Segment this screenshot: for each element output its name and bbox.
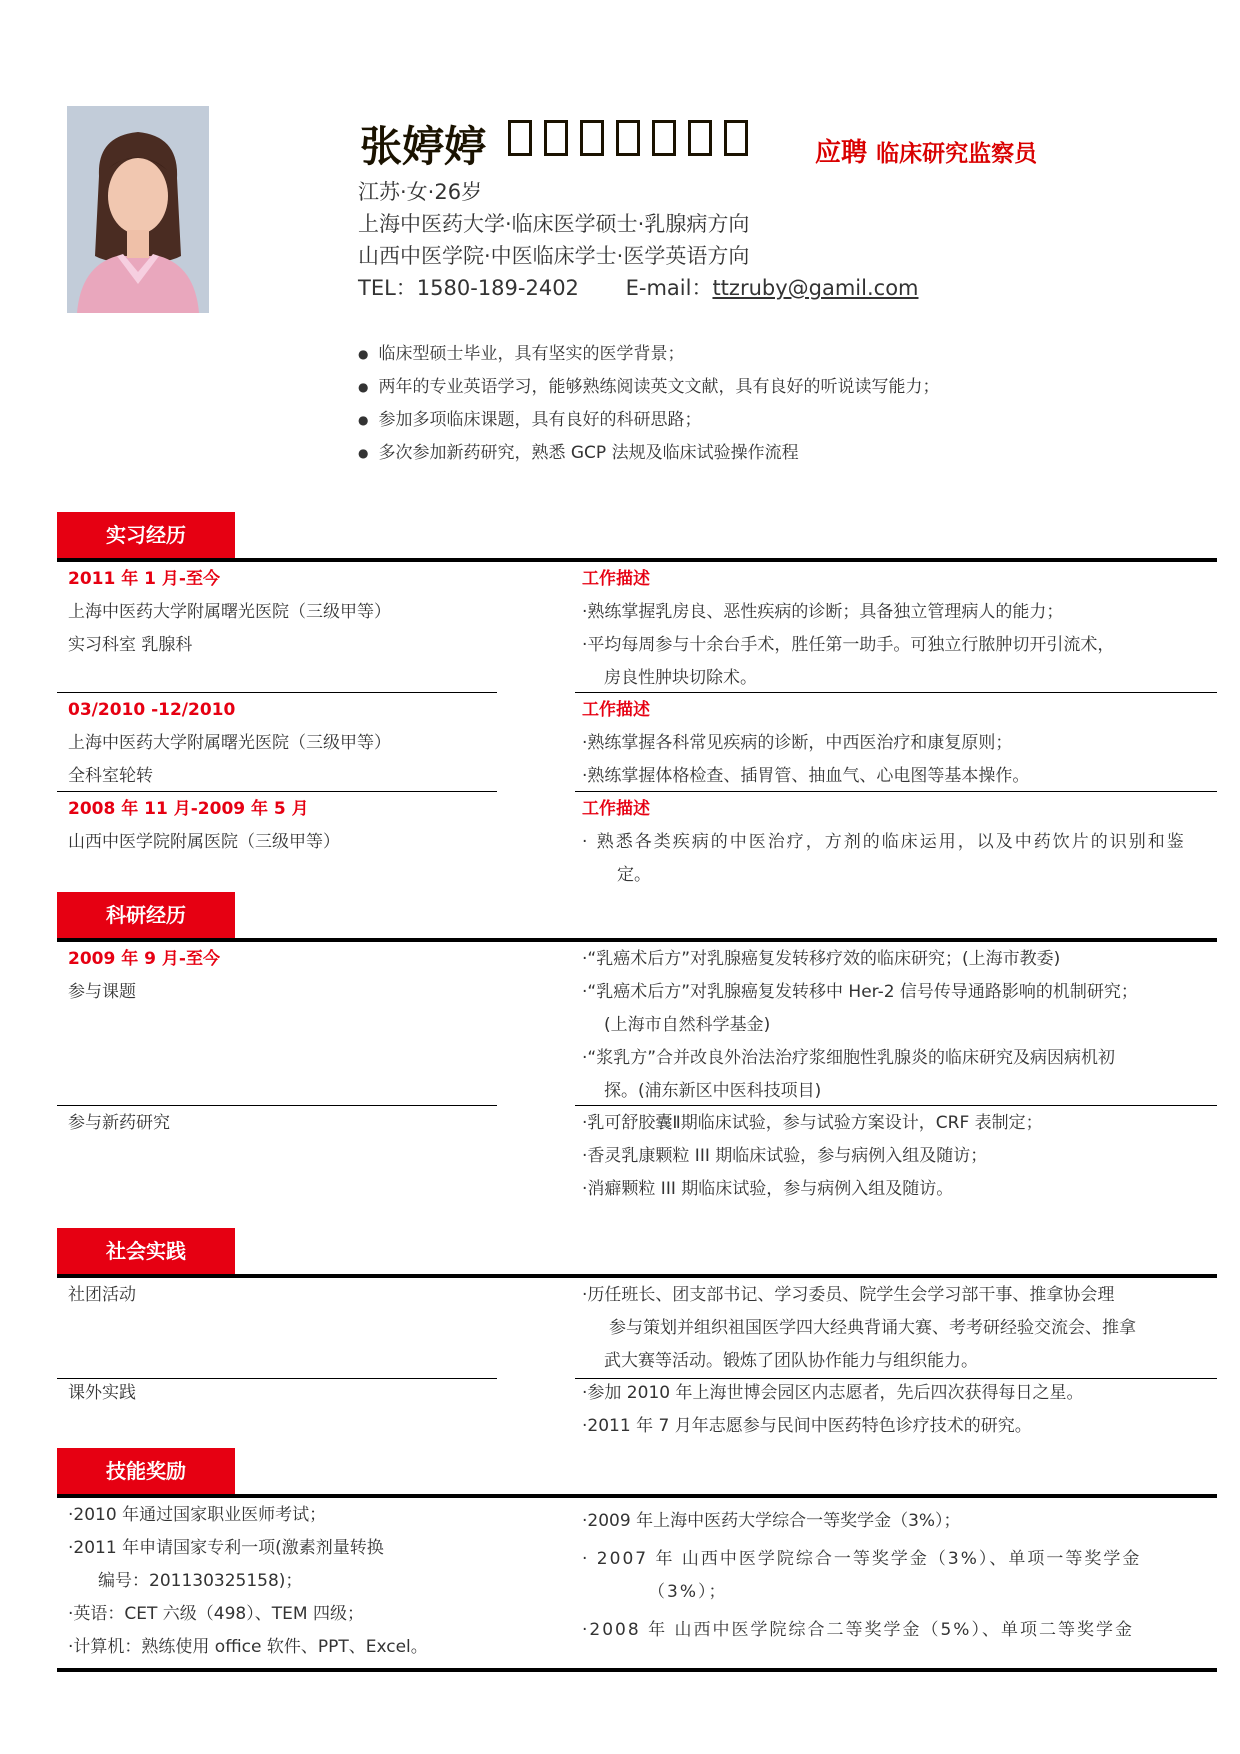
placeholder-glyphs <box>508 120 748 156</box>
work-desc-line: 房良性肿块切除术。 <box>604 668 757 688</box>
work-desc-line: ·熟练掌握各科常见疾病的诊断，中西医治疗和康复原则； <box>582 733 1013 753</box>
research-topic-line: ·“浆乳方”合并改良外治法治疗浆细胞性乳腺炎的临床研究及病因病机初 <box>582 1048 1116 1068</box>
email-link[interactable]: ttzruby@gamil.com <box>712 276 919 300</box>
research-topic-line: ·“乳癌术后方”对乳腺癌复发转移疗效的临床研究；(上海市教委) <box>582 949 1061 969</box>
section-social-title: 社会实践 <box>57 1228 235 1274</box>
contact-line <box>358 272 919 302</box>
work-desc-line: · 熟悉各类疾病的中医治疗，方剂的临床运用，以及中药饮片的识别和鉴 <box>582 832 1186 852</box>
row-divider <box>575 692 1217 693</box>
phone: TEL：1580-189-2402 <box>358 276 579 300</box>
social-extra-line: ·2011 年 7 月年志愿参与民间中医药特色诊疗技术的研究。 <box>582 1416 1032 1436</box>
section-divider <box>57 938 1217 942</box>
work-desc-title: 工作描述 <box>582 799 650 819</box>
social-extra-line: ·参加 2010 年上海世博会园区内志愿者，先后四次获得每日之星。 <box>582 1383 1084 1403</box>
skill-line: 编号：201130325158)； <box>98 1571 303 1591</box>
section-skills-title: 技能奖励 <box>57 1448 235 1494</box>
education-bachelor: 山西中医学院·中医临床学士·医学英语方向 <box>358 244 750 268</box>
position-title: 临床研究监察员 <box>876 141 1038 167</box>
research-topic-line: (上海市自然科学基金) <box>604 1015 771 1035</box>
internship-org: 山西中医学院附属医院（三级甲等） <box>68 832 340 852</box>
research-drug-line: ·香灵乳康颗粒 III 期临床试验，参与病例入组及随访； <box>582 1146 988 1166</box>
summary-item: ● 多次参加新药研究，熟悉 GCP 法规及临床试验操作流程 <box>358 437 939 470</box>
section-research-title: 科研经历 <box>57 892 235 938</box>
skill-line: ·2010 年通过国家职业医师考试； <box>68 1505 327 1525</box>
row-divider <box>57 791 497 792</box>
social-club-line: ·历任班长、团支部书记、学习委员、院学生会学习部干事、推拿协会理 <box>582 1285 1115 1305</box>
work-desc-line: ·平均每周参与十余台手术，胜任第一助手。可独立行脓肿切开引流术， <box>582 635 1115 655</box>
award-line: ·2008 年 山西中医学院综合二等奖学金（5%）、单项二等奖学金 <box>582 1620 1134 1640</box>
skill-line: ·英语：CET 六级（498）、TEM 四级； <box>68 1604 364 1624</box>
internship-dept: 实习科室 乳腺科 <box>68 635 193 655</box>
summary-item: ● 两年的专业英语学习，能够熟练阅读英文文献，具有良好的听说读写能力； <box>358 371 939 404</box>
internship-date: 2011 年 1 月-至今 <box>68 569 220 589</box>
summary-item: ● 参加多项临床课题，具有良好的科研思路； <box>358 404 939 437</box>
research-date: 2009 年 9 月-至今 <box>68 949 220 969</box>
row-divider <box>57 692 497 693</box>
row-divider <box>57 1105 497 1106</box>
skill-line: ·计算机：熟练使用 office 软件、PPT、Excel。 <box>68 1637 428 1657</box>
row-divider <box>575 1105 1217 1106</box>
work-desc-title: 工作描述 <box>582 700 650 720</box>
internship-org: 上海中医药大学附属曙光医院（三级甲等） <box>68 602 391 622</box>
summary-list <box>358 338 939 470</box>
award-line: · 2007 年 山西中医学院综合一等奖学金（3%）、单项一等奖学金 <box>582 1549 1142 1569</box>
work-desc-line: ·熟练掌握体格检查、插胃管、抽血气、心电图等基本操作。 <box>582 766 1030 786</box>
email-label: E-mail： <box>625 276 713 300</box>
social-club-label: 社团活动 <box>68 1285 136 1305</box>
candidate-name: 张婷婷 <box>360 122 487 171</box>
bottom-divider <box>57 1668 1217 1672</box>
work-desc-line: ·熟练掌握乳房良、恶性疾病的诊断；具备独立管理病人的能力； <box>582 602 1064 622</box>
research-topic-line: 探。(浦东新区中医科技项目) <box>604 1081 822 1101</box>
work-desc-line: 定。 <box>617 865 651 885</box>
research-drug-line: ·消癖颗粒 III 期临床试验，参与病例入组及随访。 <box>582 1179 954 1199</box>
internship-date: 2008 年 11 月-2009 年 5 月 <box>68 799 309 819</box>
row-divider <box>575 1378 1217 1379</box>
social-extra-label: 课外实践 <box>68 1383 136 1403</box>
section-divider <box>57 558 1217 562</box>
award-line: （3%）； <box>648 1582 728 1602</box>
profile-photo <box>67 106 209 313</box>
internship-dept: 全科室轮转 <box>68 766 153 786</box>
social-club-line: 武大赛等活动。锻炼了团队协作能力与组织能力。 <box>604 1351 978 1371</box>
summary-item: ● 临床型硕士毕业，具有坚实的医学背景； <box>358 338 939 371</box>
section-internship-title: 实习经历 <box>57 512 235 558</box>
work-desc-title: 工作描述 <box>582 569 650 589</box>
research-drug-line: ·乳可舒胶囊Ⅱ期临床试验，参与试验方案设计，CRF 表制定； <box>582 1113 1043 1133</box>
personal-info: 江苏·女·26岁 <box>358 180 483 204</box>
section-divider <box>57 1494 1217 1498</box>
section-divider <box>57 1274 1217 1278</box>
education-master: 上海中医药大学·临床医学硕士·乳腺病方向 <box>358 212 750 236</box>
skill-line: ·2011 年申请国家专利一项(激素剂量转换 <box>68 1538 384 1558</box>
award-line: ·2009 年上海中医药大学综合一等奖学金（3%）； <box>582 1511 961 1531</box>
social-club-line: 参与策划并组织祖国医学四大经典背诵大赛、考考研经验交流会、推拿 <box>609 1318 1136 1338</box>
apply-label: 应聘 <box>815 138 868 168</box>
internship-org: 上海中医药大学附属曙光医院（三级甲等） <box>68 733 391 753</box>
research-drug-label: 参与新药研究 <box>68 1113 170 1133</box>
internship-date: 03/2010 -12/2010 <box>68 700 236 720</box>
row-divider <box>57 1378 497 1379</box>
research-topic-label: 参与课题 <box>68 982 136 1002</box>
row-divider <box>575 791 1217 792</box>
research-topic-line: ·“乳癌术后方”对乳腺癌复发转移中 Her-2 信号传导通路影响的机制研究； <box>582 982 1138 1002</box>
apply-position <box>815 132 1037 169</box>
